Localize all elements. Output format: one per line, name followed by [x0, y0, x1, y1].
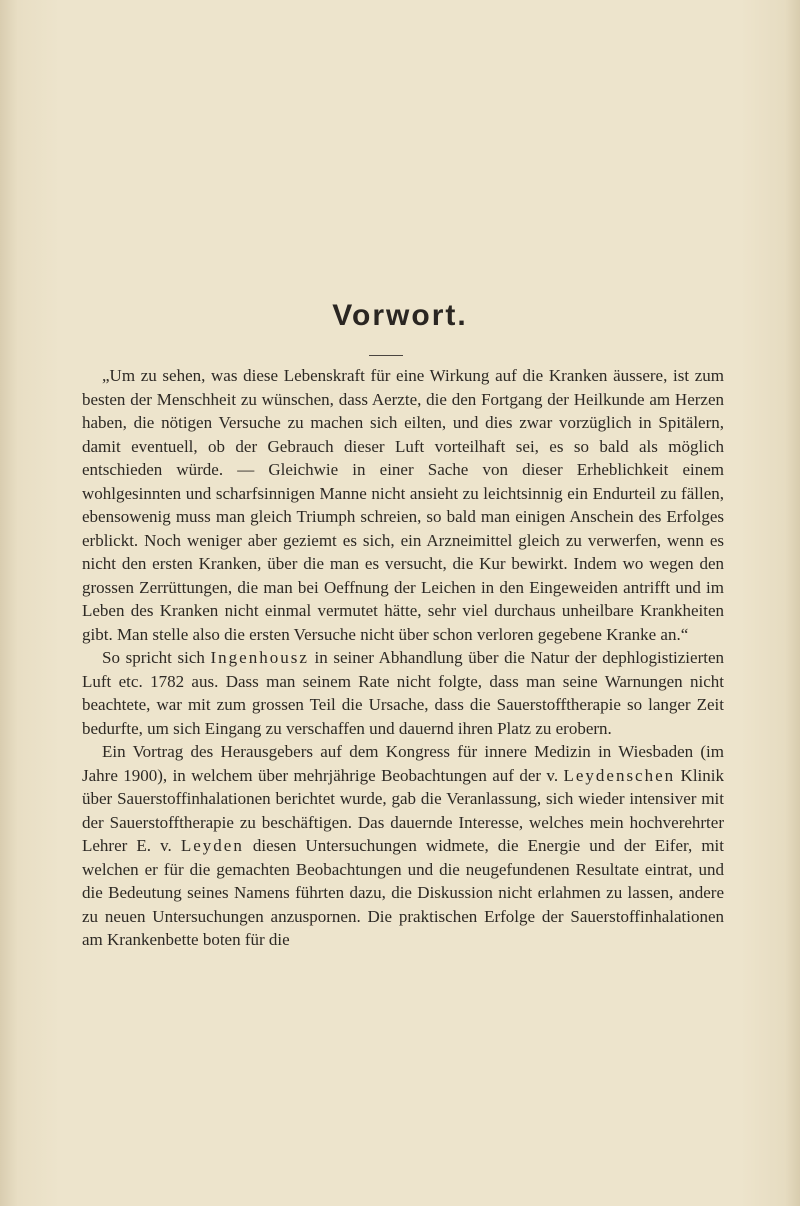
- paragraph-text: diesen Untersuchungen widmete, die Energie und der Eifer, mit welchen er für die gemachten Beobachtungen und die neugefundenen Resultate eintrat, und die Bedeutung seines Namens führten dazu, die Diskussion nicht erlahmen zu lassen, andere zu neuen Untersuchungen anzuspornen. Die praktischen Erfolge der Sauerstoffinhalationen am Krankenbette boten für die: [82, 836, 724, 949]
- author-name: Ingenhousz: [210, 648, 309, 667]
- paragraph-ingenhousz: [82, 646, 724, 740]
- author-name: Leyden: [180, 836, 244, 855]
- paragraph-text: So spricht sich: [102, 648, 211, 667]
- paragraph-vortrag: [82, 740, 724, 952]
- paragraph-text: Klinik über Sauerstoffinhalationen berichtet wurde, gab die Veranlassung, sich wieder intensiver mit der Sauerstofftherapie zu beschäftigen. Das dauernde Interesse, welches mein hochverehrter Lehrer E. v.: [82, 765, 724, 855]
- title-divider: [369, 355, 403, 356]
- body-text: [82, 364, 724, 952]
- author-name: Leydenschen: [563, 765, 676, 785]
- page-title: Vorwort.: [332, 299, 468, 332]
- paragraph-text: Ein Vortrag des Herausgebers auf dem Kongress für innere Medizin in Wiesbaden (im Jahre 1900), in welchem über mehrjährige Beobachtungen auf der v.: [82, 742, 724, 785]
- paragraph-text: in seiner Abhandlung über die Natur der dephlogistizierten Luft etc. 1782 aus. Dass man seinem Rate nicht folgte, dass man seine Warnungen nicht beachtete, war mit zum grossen Teil die Ursache, dass die Sauerstofftherapie so langer Zeit bedurfte, um sich Eingang zu verschaffen und dauernd ihren Platz zu erobern.: [82, 648, 725, 738]
- paragraph-quote: „Um zu sehen, was diese Lebenskraft für eine Wirkung auf die Kranken äussere, ist zum besten der Menschheit zu wünschen, dass Aerzte, die den Fortgang der Heilkunde am Herzen haben, die nötigen Versuche zu machen sich eilten, und dies zwar vorzüglich in Spitälern, damit eventuell, ob der Gebrauch dieser Luft vorteilhaft sei, es so bald als möglich entschieden würde. — Gleichwie in einer Sache von dieser Erheblichkeit einem wohlgesinnten und scharfsinnigen Manne nicht ansieht zu leichtsinnig ein Endurteil zu fällen, ebensowenig muss man gleich Triumph schreien, so bald man einigen Anschein des Erfolges erblickt. Noch weniger aber geziemt es sich, ein Arzneimittel gleich zu verwerfen, wenn es nicht den ersten Kranken, über die man es versucht, die Kur bewirkt. Indem wo wegen den grossen Zerrüttungen, die man bei Oeffnung der Leichen in den Eingeweiden antrifft und im Leben des Kranken nicht einmal vermutet hätte, sehr viel durchaus unheilbare Krankheiten gibt. Man stelle also die ersten Versuche nicht über schon verloren gegebene Kranke an.“: [82, 366, 724, 644]
